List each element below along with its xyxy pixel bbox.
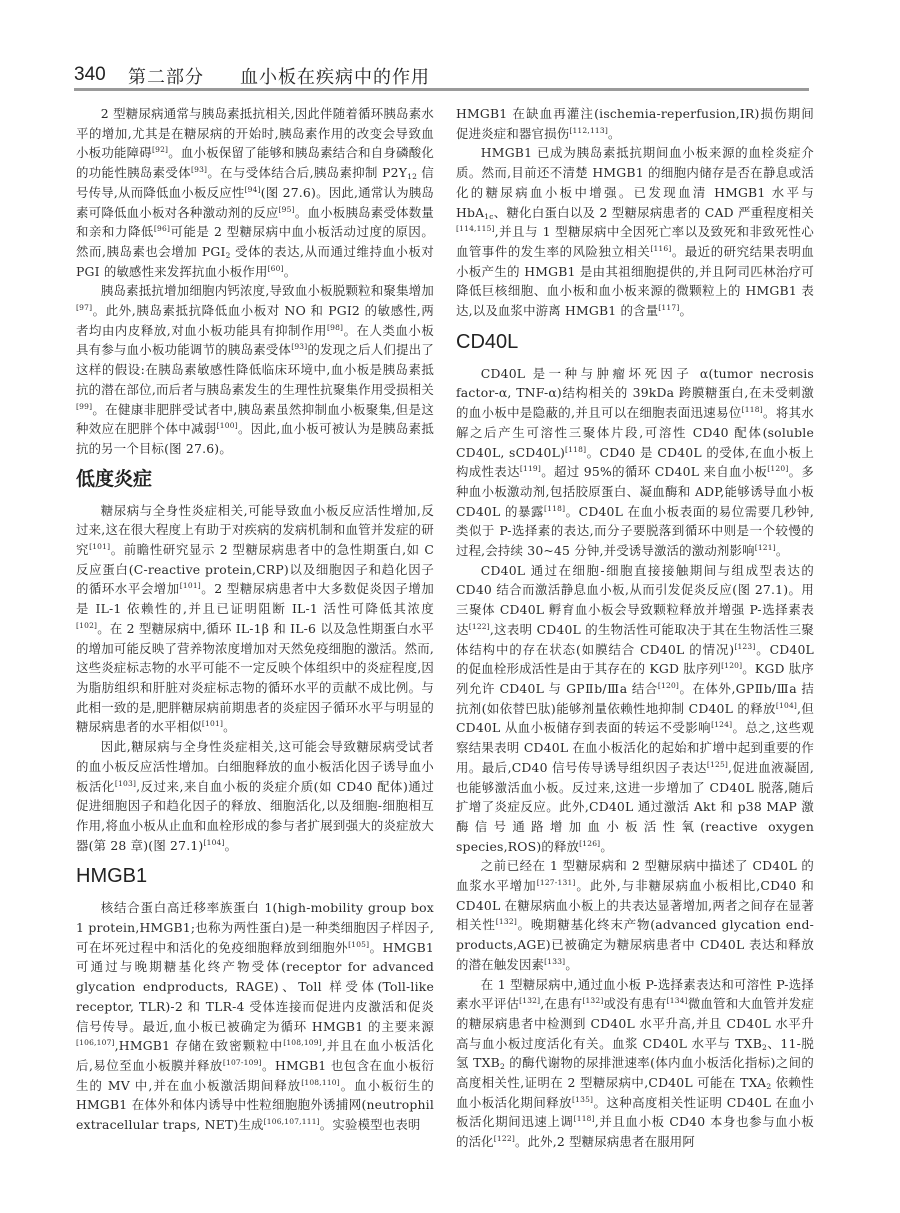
citation: [120] — [657, 680, 680, 690]
citation: [118] — [544, 503, 566, 513]
paragraph: 2 型糖尿病通常与胰岛素抵抗相关,因此伴随着循环胰岛素水平的增加,尤其是在糖尿病的开始时,胰岛素作用的改变会导致血小板功能障碍[92]。血小板保留了能够和胰岛素结合和自身磷酸化的功能性胰岛素受体[93]。在与受体结合后,胰岛素抑制 $P2Y_{12}$ 信号传导,从而降低血小板反应性[94](图 27.6)。因此,通常认为胰岛素可降低血小板对各种激动剂的反应[95]。血小板胰岛素受体数量和亲和力降低[96]可能是 2 型糖尿病中血小板活动过度的原因。然而,胰岛素也会增加 $PGI_2$ 受体的表达,从而通过维持血小板对 PGI 的敏感性来发挥抗血小板作用[60]。 — [76, 106, 435, 279]
citation: [116] — [650, 243, 672, 253]
paragraph: 在 1 型糖尿病中,通过血小板 P-选择素表达和可溶性 P-选择素水平评估[132],在患有[132]或没有患有[134]微血管和大血管并发症的糖尿病患者中检测到 CD40L 水平升高,并且 CD40L 水平升高与血小板过度活化有关。血浆 CD40L 水平与 $TXB_2$、11-脱氢 $TXB_2$ 的酶代谢物的尿排泄速率(体内血小板活化指标)之间的高度相关性,证明在 2 型糖尿病中,CD40L 可能在 $TXA_2$ 依赖性血小板活化期间释放[135]。这种高度相关性证明 CD40L 在血小板活化期间迅速上调[118],并且血小板 CD40 本身也参与血小板的活化[122]。此外,2 型糖尿病患者在服用阿 — [456, 976, 815, 1150]
subscript: 2 — [225, 250, 231, 260]
citation: [94] — [244, 184, 261, 194]
citation: [101] — [201, 719, 224, 729]
citation: [106,107] — [76, 1038, 115, 1048]
paragraph: HMGB1 在缺血再灌注(ischemia-reperfusion,IR)损伤期间促进炎症和器官损伤[112,113]。 — [456, 106, 814, 141]
citation: [126] — [579, 838, 601, 848]
left-column — [76, 104, 434, 1135]
citation: [124] — [711, 720, 733, 730]
citation: [108,109] — [283, 1038, 322, 1048]
section-heading-inflammation: 低度炎症 — [76, 467, 153, 490]
citation: [120] — [767, 464, 789, 474]
citation: [107-109] — [222, 1057, 262, 1067]
citation: [101] — [179, 581, 201, 591]
citation: [122] — [468, 621, 490, 631]
citation: [132] — [519, 996, 541, 1006]
citation: [103] — [114, 778, 137, 788]
citation: [114,115] — [456, 224, 495, 234]
paragraph: HMGB1 已成为胰岛素抵抗期间血小板来源的血栓炎症介质。然而,目前还不清楚 HMGB1 的细胞内储存是否在静息或活化的糖尿病血小板中增强。已发现血清 HMGB1 水平与 HbA$_{1c}$、糖化白蛋白以及 2 型糖尿病患者的 CAD 严重程度相关[114,115],并且与 1 型糖尿病中全因死亡率以及致死和非致死性心血管事件的发生率的风险独立相关[116]。最近的研究结果表明血小板产生的 HMGB1 是由其祖细胞提供的,并且阿司匹林治疗可降低巨核细胞、血小板和血小板来源的微颗粒上的 HMGB1 表达,以及血浆中游离 HMGB1 的含量[117]。 — [456, 145, 815, 319]
part-label: 第二部分 — [128, 67, 204, 88]
citation: [104] — [775, 700, 798, 710]
section-heading-cd40l: CD40L — [456, 330, 519, 353]
citation: [97] — [76, 303, 93, 313]
subscript: 1c — [484, 211, 494, 221]
citation: [92] — [151, 145, 169, 155]
paragraph: 核结合蛋白高迁移率族蛋白 1(high-mobility group box 1 protein,HMGB1;也称为两性蛋白)是一种类细胞因子样因子,可在坏死过程中和活化的免疫细胞释放到细胞外[105]。HMGB1 可通过与晚期糖基化终产物受体(receptor for advanced glycation endproducts, RAGE)、Toll 样受体(Toll-like receptor, TLR)-2 和 TLR-4 受体连接而促进内皮激活和促炎信号传导。最近,血小板已被确定为循环 HMGB1 的主要来源[106,107],HMGB1 存储在致密颗粒中[108,109],并且在血小板活化后,易位至血小板膜并释放[107-109]。HMGB1 也包含在血小板衍生的 MV 中,并在血小板激活期间释放[108,110]。血小板衍生的 HMGB1 在体外和体内诱导中性粒细胞胞外诱捕网(neutrophil extracellular traps, NET)生成[106,107,111]。实验模型也表明 — [76, 900, 434, 1133]
citation: [102] — [76, 620, 98, 630]
subscript: 2 — [499, 1062, 505, 1072]
paragraph: 胰岛素抵抗增加细胞内钙浓度,导致血小板脱颗粒和聚集增加[97]。此外,胰岛素抵抗降低血小板对 NO 和 PGI2 的敏感性,两者均由内皮释放,对血小板功能具有抑制作用[98]。在人类血小板具有参与血小板功能调节的胰岛素受体[93]的发现之后人们提出了这样的假设:在胰岛素敏感性降低临床环境中,血小板是胰岛素抵抗的潜在部位,而后者与胰岛素发生的生理性抗聚集作用受损相关[99]。在健康非肥胖受试者中,胰岛素虽然抑制血小板聚集,但是这种效应在肥胖个体中减弱[100]。因此,血小板可被认为是胰岛素抵抗的另一个目标(图 27.6)。 — [76, 283, 434, 456]
citation: [132] — [582, 996, 604, 1006]
citation: [100] — [216, 421, 238, 431]
citation: [101] — [89, 542, 111, 552]
subscript: 2 — [762, 1042, 767, 1052]
page-number: 340 — [74, 64, 106, 85]
citation: [93] — [190, 165, 208, 175]
paragraph: 之前已经在 1 型糖尿病和 2 型糖尿病中描述了 CD40L 的血浆水平增加[127-131]。此外,与非糖尿病血小板相比,CD40 和 CD40L 在糖尿病血小板上的共表达显著增加,两者之间存在显著相关性[132]。晚期糖基化终末产物(advanced glycation end-products,AGE)已被确定为糖尿病患者中 CD40L 表达和释放的潜在触发因素[133]。 — [456, 858, 814, 972]
citation: [99] — [76, 401, 93, 411]
subscript: 12 — [407, 172, 418, 182]
paragraph: CD40L 是一种与肿瘤坏死因子 α(tumor necrosis factor-α, TNF-α)结构相关的 39kDa 跨膜糖蛋白,在未受刺激的血小板中是隐蔽的,并且可以在细胞表面迅速易位[118]。将其水解之后产生可溶性三聚体片段,可溶性 CD40 配体(soluble CD40L, sCD40L)[118]。CD40 是 CD40L 的受体,在血小板上构成性表达[119]。超过 95%的循环 CD40L 来自血小板[120]。多种血小板激动剂,包括胶原蛋白、凝血酶和 ADP,能够诱导血小板 CD40L 的暴露[118]。CD40L 在血小板表面的易位需要几秒钟,类似于 P-选择素的表达,而分子要脱落到循环中则是一个较慢的过程,会持续 30~45 分钟,并受诱导激活的激动剂影响[121]。 — [456, 365, 815, 559]
citation: [104] — [203, 837, 225, 847]
header-rule — [74, 88, 809, 91]
citation: [112,113] — [569, 125, 608, 135]
subscript: 2 — [766, 1082, 772, 1092]
citation: [118] — [565, 444, 587, 454]
citation: [108,110] — [301, 1077, 340, 1087]
citation: [121] — [754, 543, 776, 553]
citation: [96] — [153, 224, 171, 234]
citation: [127-131] — [536, 878, 576, 888]
citation: [133] — [544, 956, 566, 966]
citation: [60] — [267, 263, 284, 273]
citation: [134] — [666, 996, 688, 1006]
paragraph: CD40L 通过在细胞-细胞直接接触期间与组成型表达的 CD40 结合而激活静息血小板,从而引发促炎反应(图 27.1)。用三聚体 CD40L 孵育血小板会导致颗粒释放并增强 P-选择素表达[122],这表明 CD40L 的生物活性可能取决于其在生物活性三聚体结构中的存在状态(如膜结合 CD40L 的情况)[123]。CD40L 的促血栓形成活性是由于其存在的 KGD 肽序列[120]。KGD 肽序列允许 CD40L 与 GPⅡb/Ⅲa 结合[120]。在体外,GPⅡb/Ⅲa 拮抗剂(如依替巴肽)能够剂量依赖性地抑制 CD40L 的释放[104],但 CD40L 从血小板储存到表面的转运不受影响[124]。总之,这些观察结果表明 CD40L 在血小板活化的起始和扩增中起到重要的作用。最后,CD40 信号传导诱导组织因子表达[125],促进血液凝固,也能够激活血小板。反过来,这进一步增加了 CD40L 脱落,随后扩增了炎症反应。此外,CD40L 通过激活 Akt 和 p38 MAP 激酶信号通路增加血小板活性氧(reactive oxygen species,ROS)的释放[126]。 — [456, 562, 814, 854]
right-column — [456, 104, 814, 1152]
citation: [117] — [658, 303, 680, 313]
citation: [125] — [706, 759, 729, 769]
citation: [93] — [291, 342, 308, 352]
paragraph: 糖尿病与全身性炎症相关,可能导致血小板反应活性增加,反过来,这在很大程度上有助于对疾病的发病机制和血管并发症的研究[101]。前瞻性研究显示 2 型糖尿病患者中的急性期蛋白,如 C 反应蛋白(C-reactive protein,CRP)以及细胞因子和趋化因子的循环水平会增加[101]。2 型糖尿病患者中大多数促炎因子增加是 IL-1 依赖性的,并且已证明阻断 IL-1 活性可降低其浓度[102]。在 2 型糖尿病中,循环 IL-1β 和 IL-6 以及急性期蛋白水平的增加可能反映了营养物浓度增加对天然免疫细胞的激活。然而,这些炎症标志物的水平可能不一定反映个体组织中的炎症程度,因为脂肪组织和肝脏对炎症标志物的循环水平的贡献不成比例。与此相一致的是,肥胖糖尿病前期患者的炎症因子循环水平与明显的糖尿病患者的水平相似[101]。 — [76, 502, 435, 735]
citation: [120] — [721, 661, 743, 671]
citation: [122] — [493, 1134, 515, 1144]
citation: [98] — [326, 322, 344, 332]
citation: [105] — [348, 939, 370, 949]
part-title: 血小板在疾病中的作用 — [240, 67, 430, 88]
citation: [119] — [519, 464, 542, 474]
citation: [95] — [278, 204, 295, 214]
citation: [106,107,111] — [263, 1117, 320, 1127]
citation: [135] — [572, 1094, 594, 1104]
citation: [118] — [741, 405, 763, 415]
section-heading-hmgb1: HMGB1 — [76, 865, 148, 888]
citation: [118] — [573, 1114, 595, 1124]
paragraph: 因此,糖尿病与全身性炎症相关,这可能会导致糖尿病受试者的血小板反应活性增加。白细胞释放的血小板活化因子诱导血小板活化[103],反过来,来自血小板的炎症介质(如 CD40 配体)通过促进细胞因子和趋化因子的释放、细胞活化,以及细胞-细胞相互作用,将血小板从止血和血栓形成的参与者扩展到强大的炎症放大器(第 28 章)(图 27.1)[104]。 — [76, 739, 434, 853]
citation: [132] — [495, 917, 517, 927]
citation: [123] — [734, 641, 756, 651]
